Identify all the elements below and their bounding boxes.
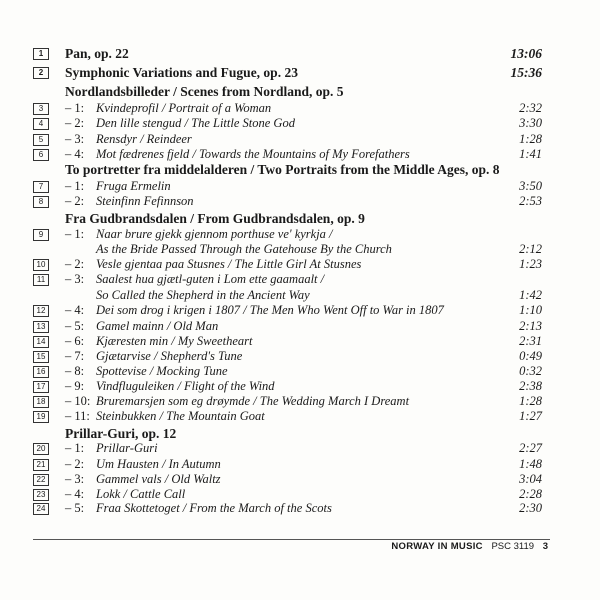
track-number: 18 (33, 396, 49, 408)
track-row-continued (0, 242, 600, 257)
track-number: 15 (33, 351, 49, 363)
track-number: 3 (33, 103, 49, 115)
track-title: Kvindeprofil / Portrait of a Woman (96, 101, 272, 115)
track-row-continued (0, 288, 600, 303)
work-heading (0, 84, 600, 99)
track-row (0, 132, 600, 147)
track-title: Kjæresten min / My Sweetheart (96, 334, 253, 348)
work-title: To portretter fra middelalderen / Two Portraits from the Middle Ages, op. 8 (65, 162, 500, 177)
track-row (0, 349, 600, 364)
track-duration: 0:32 (519, 364, 542, 378)
movement-number: – 5: (65, 319, 85, 333)
track-row (0, 319, 600, 334)
page-number: 3 (542, 541, 548, 552)
footer (391, 541, 548, 552)
work-heading (0, 211, 600, 226)
track-duration: 2:32 (519, 101, 542, 115)
track-row (0, 457, 600, 472)
movement-number: – 2: (65, 457, 85, 471)
catalog-number: PSC 3119 (491, 541, 535, 552)
track-duration: 2:28 (519, 487, 542, 501)
track-number: 9 (33, 229, 49, 241)
track-title: Gjætarvise / Shepherd's Tune (96, 349, 243, 363)
work-title: Pan, op. 22 (65, 46, 129, 61)
track-title: Vesle gjentaa paa Stusnes / The Little Girl At Stusnes (96, 257, 362, 271)
movement-number: – 1: (65, 227, 85, 241)
track-duration: 2:53 (519, 194, 542, 208)
track-number: 23 (33, 489, 49, 501)
work-heading (0, 426, 600, 441)
track-duration: 1:48 (519, 457, 542, 471)
track-number: 24 (33, 503, 49, 515)
track-row (0, 394, 600, 409)
track-row (0, 334, 600, 349)
track-title: As the Bride Passed Through the Gatehouse By the Church (96, 242, 392, 256)
track-duration: 2:30 (519, 501, 542, 515)
track-title: Naar brure gjekk gjennom porthuse ve' kyrkja / (96, 227, 333, 241)
track-row (0, 364, 600, 379)
track-title: Prillar-Guri (96, 441, 158, 455)
track-row (0, 147, 600, 162)
movement-number: – 3: (65, 132, 85, 146)
work-heading (0, 65, 600, 80)
track-number: 22 (33, 474, 49, 486)
movement-number: – 9: (65, 379, 85, 393)
movement-number: – 1: (65, 441, 85, 455)
track-row (0, 303, 600, 318)
track-number: 12 (33, 305, 49, 317)
track-title: Lokk / Cattle Call (96, 487, 186, 501)
track-row (0, 472, 600, 487)
track-number: 21 (33, 459, 49, 471)
track-title: Dei som drog i krigen i 1807 / The Men Who Went Off to War in 1807 (96, 303, 444, 317)
series-name: NORWAY IN MUSIC (391, 541, 483, 552)
track-number: 2 (33, 67, 49, 79)
track-number: 20 (33, 443, 49, 455)
track-duration: 2:31 (519, 334, 542, 348)
track-row (0, 227, 600, 242)
track-title: Saalest hua gjætl-guten i Lom ette gaamaalt / (96, 272, 325, 286)
track-duration: 0:49 (519, 349, 542, 363)
track-duration: 2:38 (519, 379, 542, 393)
track-number: 8 (33, 196, 49, 208)
track-duration: 2:13 (519, 319, 542, 333)
movement-number: – 10: (65, 394, 91, 408)
track-title: Bruremarsjen som eg drøymde / The Wedding March I Dreamt (96, 394, 410, 408)
work-heading (0, 162, 600, 177)
movement-number: – 4: (65, 487, 85, 501)
track-row (0, 194, 600, 209)
movement-number: – 7: (65, 349, 85, 363)
movement-number: – 4: (65, 147, 85, 161)
track-number: 7 (33, 181, 49, 193)
track-duration: 3:50 (519, 179, 542, 193)
track-number: 13 (33, 321, 49, 333)
track-duration: 2:12 (519, 242, 542, 256)
track-row (0, 179, 600, 194)
movement-number: – 1: (65, 179, 85, 193)
track-number: 4 (33, 118, 49, 130)
track-duration: 1:10 (519, 303, 542, 317)
track-number: 6 (33, 149, 49, 161)
movement-number: – 6: (65, 334, 85, 348)
track-title: Gammel vals / Old Waltz (96, 472, 221, 486)
track-duration: 1:41 (519, 147, 542, 161)
track-duration: 13:06 (510, 46, 542, 61)
work-heading (0, 46, 600, 61)
track-title: Gamel mainn / Old Man (96, 319, 219, 333)
track-row (0, 487, 600, 502)
track-title: Spottevise / Mocking Tune (96, 364, 228, 378)
track-title: Steinfinn Fefinnson (96, 194, 194, 208)
movement-number: – 3: (65, 472, 85, 486)
track-title: Fruga Ermelin (96, 179, 171, 193)
work-title: Fra Gudbrandsdalen / From Gudbrandsdalen, op. 9 (65, 211, 365, 226)
track-title: Steinbukken / The Mountain Goat (96, 409, 265, 423)
track-number: 19 (33, 411, 49, 423)
track-duration: 1:23 (519, 257, 542, 271)
track-title: Mot fædrenes fjeld / Towards the Mountains of My Forefathers (96, 147, 410, 161)
track-row (0, 257, 600, 272)
track-title: Rensdyr / Reindeer (96, 132, 192, 146)
track-number: 5 (33, 134, 49, 146)
track-number: 10 (33, 259, 49, 271)
work-title: Symphonic Variations and Fugue, op. 23 (65, 65, 298, 80)
track-row (0, 441, 600, 456)
movement-number: – 8: (65, 364, 85, 378)
footer-rule (33, 539, 550, 540)
track-row (0, 379, 600, 394)
track-duration: 1:28 (519, 132, 542, 146)
movement-number: – 2: (65, 116, 85, 130)
movement-number: – 11: (65, 409, 90, 423)
track-duration: 3:30 (519, 116, 542, 130)
track-number: 14 (33, 336, 49, 348)
work-title: Nordlandsbilleder / Scenes from Nordland, op. 5 (65, 84, 344, 99)
work-title: Prillar-Guri, op. 12 (65, 426, 177, 441)
track-number: 16 (33, 366, 49, 378)
track-row (0, 409, 600, 424)
movement-number: – 2: (65, 194, 85, 208)
track-duration: 3:04 (519, 472, 542, 486)
track-title: Vindfluguleiken / Flight of the Wind (96, 379, 275, 393)
movement-number: – 1: (65, 101, 85, 115)
movement-number: – 4: (65, 303, 85, 317)
track-title: Um Hausten / In Autumn (96, 457, 221, 471)
track-duration: 15:36 (510, 65, 542, 80)
track-title: So Called the Shepherd in the Ancient Way (96, 288, 310, 302)
movement-number: – 3: (65, 272, 85, 286)
track-duration: 2:27 (519, 441, 542, 455)
track-row (0, 272, 600, 287)
track-number: 11 (33, 274, 49, 286)
track-title: Fraa Skottetoget / From the March of the Scots (96, 501, 332, 515)
track-number: 17 (33, 381, 49, 393)
track-title: Den lille stengud / The Little Stone God (96, 116, 295, 130)
track-duration: 1:27 (519, 409, 542, 423)
track-duration: 1:42 (519, 288, 542, 302)
track-row (0, 116, 600, 131)
track-row (0, 501, 600, 516)
movement-number: – 2: (65, 257, 85, 271)
movement-number: – 5: (65, 501, 85, 515)
track-duration: 1:28 (519, 394, 542, 408)
track-row (0, 101, 600, 116)
track-number: 1 (33, 48, 49, 60)
